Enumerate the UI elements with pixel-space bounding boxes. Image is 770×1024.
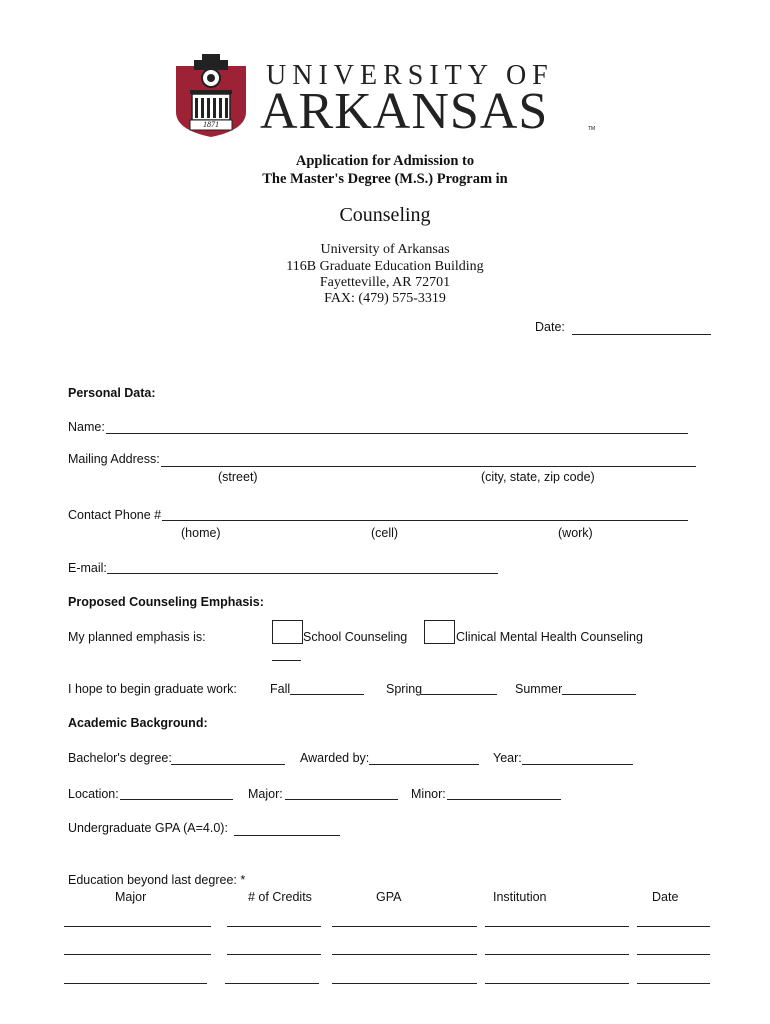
spring-label: Spring <box>386 682 423 696</box>
clinical-counseling-label: Clinical Mental Health Counseling <box>456 630 643 644</box>
row2-date-field[interactable] <box>637 954 710 955</box>
school-counseling-underline <box>272 660 301 661</box>
major-field[interactable] <box>285 799 398 800</box>
summer-field[interactable] <box>562 694 636 695</box>
contact-phone-field[interactable] <box>162 520 688 521</box>
contact-phone-label: Contact Phone # <box>68 508 162 522</box>
row1-major-field[interactable] <box>64 926 211 927</box>
row1-date-field[interactable] <box>637 926 710 927</box>
emphasis-heading: Proposed Counseling Emphasis: <box>68 595 264 609</box>
program-name: Counseling <box>339 204 431 226</box>
row1-credits-field[interactable] <box>227 926 321 927</box>
bachelors-degree-field[interactable] <box>171 764 285 765</box>
name-field[interactable] <box>106 433 688 434</box>
name-label: Name: <box>68 420 105 434</box>
col-header-institution: Institution <box>493 890 547 904</box>
bachelors-degree-label: Bachelor's degree: <box>68 751 172 765</box>
row3-institution-field[interactable] <box>485 983 629 984</box>
work-phone-hint: (work) <box>558 526 593 540</box>
school-counseling-checkbox[interactable] <box>272 620 303 644</box>
address-line1: University of Arkansas <box>320 242 450 257</box>
mailing-address-field[interactable] <box>161 466 696 467</box>
mailing-address-label: Mailing Address: <box>68 452 160 466</box>
col-header-credits: # of Credits <box>248 890 312 904</box>
logo-line-arkansas: ARKANSAS <box>260 83 549 140</box>
row3-date-field[interactable] <box>637 983 710 984</box>
home-phone-hint: (home) <box>181 526 221 540</box>
minor-field[interactable] <box>447 799 561 800</box>
year-field[interactable] <box>522 764 633 765</box>
email-field[interactable] <box>107 573 498 574</box>
form-title-line2: The Master's Degree (M.S.) Program in <box>262 171 508 187</box>
address-line3: Fayetteville, AR 72701 <box>319 275 451 290</box>
awarded-by-label: Awarded by: <box>300 751 370 765</box>
major-label: Major: <box>248 787 283 801</box>
location-field[interactable] <box>120 799 233 800</box>
row2-gpa-field[interactable] <box>332 954 477 955</box>
fall-label: Fall <box>270 682 291 696</box>
row2-institution-field[interactable] <box>485 954 629 955</box>
row3-gpa-field[interactable] <box>332 983 477 984</box>
email-label: E-mail: <box>68 561 107 575</box>
row2-credits-field[interactable] <box>227 954 321 955</box>
row3-major-field[interactable] <box>64 983 207 984</box>
date-field[interactable] <box>572 334 711 335</box>
minor-label: Minor: <box>411 787 446 801</box>
logo-line-university-of: UNIVERSITY OF <box>266 60 554 91</box>
cell-phone-hint: (cell) <box>371 526 399 540</box>
trademark-mark: TM <box>588 126 596 132</box>
undergraduate-gpa-label: Undergraduate GPA (A=4.0): <box>68 821 228 835</box>
location-label: Location: <box>68 787 119 801</box>
col-header-gpa: GPA <box>376 890 402 904</box>
education-beyond-label: Education beyond last degree: * <box>68 873 246 887</box>
col-header-date: Date <box>652 890 679 904</box>
seal-year: 1871 <box>203 120 219 129</box>
academic-background-heading: Academic Background: <box>68 716 208 730</box>
col-header-major: Major <box>115 890 147 904</box>
school-counseling-label: School Counseling <box>303 630 408 644</box>
street-hint: (street) <box>218 470 258 484</box>
awarded-by-field[interactable] <box>369 764 479 765</box>
year-label: Year: <box>493 751 522 765</box>
fall-field[interactable] <box>290 694 364 695</box>
undergraduate-gpa-field[interactable] <box>234 835 340 836</box>
form-title-line1: Application for Admission to <box>295 153 475 169</box>
address-line2: 116B Graduate Education Building <box>286 259 484 274</box>
row1-institution-field[interactable] <box>485 926 629 927</box>
planned-emphasis-label: My planned emphasis is: <box>68 630 206 644</box>
row3-credits-field[interactable] <box>225 983 319 984</box>
row2-major-field[interactable] <box>64 954 211 955</box>
personal-data-heading: Personal Data: <box>68 386 156 400</box>
city-state-zip-hint: (city, state, zip code) <box>481 470 595 484</box>
spring-field[interactable] <box>421 694 497 695</box>
clinical-counseling-checkbox[interactable] <box>424 620 455 644</box>
begin-graduate-work-label: I hope to begin graduate work: <box>68 682 237 696</box>
address-line4: FAX: (479) 575-3319 <box>324 291 446 306</box>
university-logo <box>174 54 604 138</box>
summer-label: Summer <box>515 682 563 696</box>
date-label: Date: <box>535 320 565 334</box>
row1-gpa-field[interactable] <box>332 926 477 927</box>
